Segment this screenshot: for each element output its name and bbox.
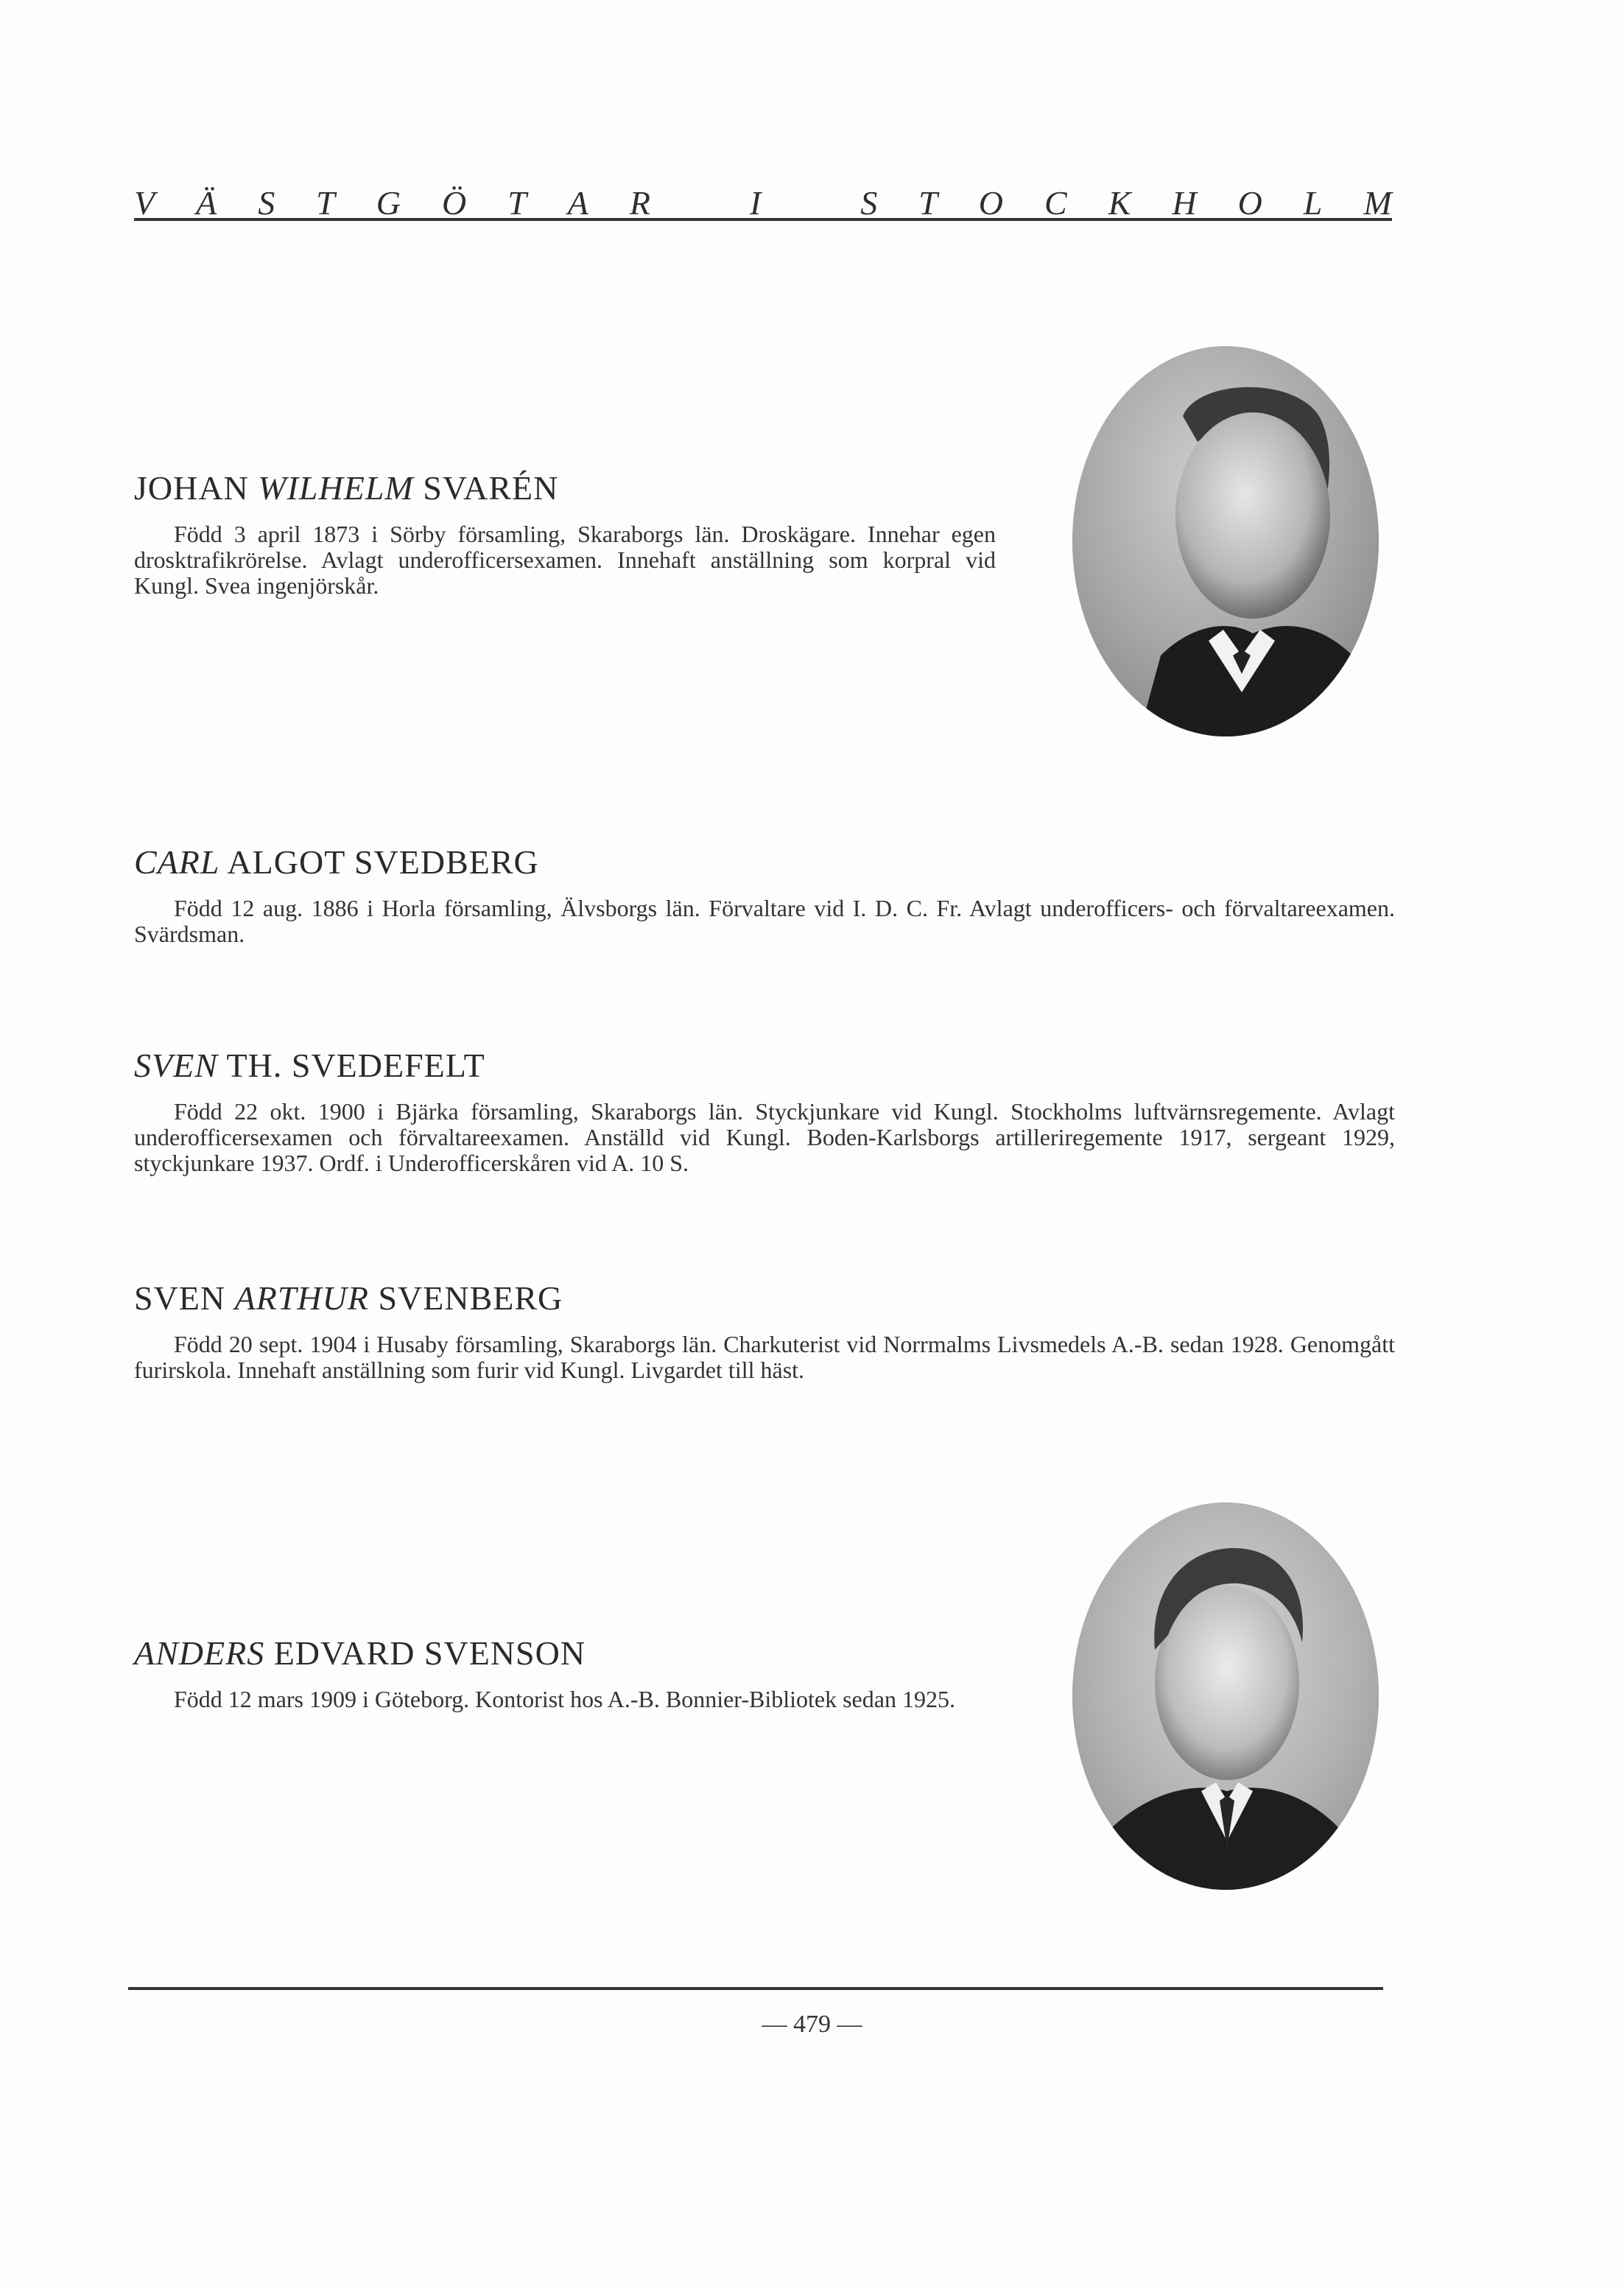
running-head-letter: V <box>134 184 155 222</box>
running-head-letter: H <box>1172 184 1197 222</box>
biography-entry <box>134 1049 1395 1176</box>
page-number: — 479 — <box>762 2011 862 2038</box>
portrait-photo <box>1072 1502 1379 1890</box>
entry-name: ANDERS EDVARD SVENSON <box>134 1634 586 1672</box>
biography-entry <box>134 471 996 599</box>
running-head-letter: T <box>316 184 335 222</box>
entry-name: JOHAN WILHELM SVARÉN <box>134 469 559 507</box>
entry-bio: Född 12 aug. 1886 i Horla församling, Älvsborgs län. Förvaltare vid I. D. C. Fr. Avlagt underofficers- och förvaltareexamen. Svärdsman. <box>134 895 1395 947</box>
running-head-letter: S <box>258 184 275 222</box>
entry-bio: Född 22 okt. 1900 i Bjärka församling, Skaraborgs län. Styckjunkare vid Kungl. Stockholms luftvärnsregemente. Avlagt underofficersexamen och förvaltareexamen. Anställd vid Kungl. Boden-Karlsborgs artilleriregemente 1917, sergeant 1929, styckjunkare 1937. Ordf. i Underofficerskåren vid A. 10 S. <box>134 1098 1395 1176</box>
running-head-letter: S <box>860 184 878 222</box>
running-head-letter: R <box>629 184 650 222</box>
running-head-gap <box>692 183 709 222</box>
running-head-letter: G <box>376 184 401 222</box>
running-head-letter: Ä <box>196 184 217 222</box>
biography-entry <box>134 845 1395 947</box>
footer-rule <box>128 1987 1383 1990</box>
entry-bio: Född 12 mars 1909 i Göteborg. Kontorist hos A.-B. Bonnier-Bibliotek sedan 1925. <box>174 1686 955 1712</box>
running-head-letter: A <box>567 184 588 222</box>
entry-bio: Född 3 april 1873 i Sörby församling, Skaraborgs län. Droskägare. Innehar egen drosktrafikrörelse. Avlagt underofficersexamen. Innehaft anställning som korpral vid Kungl. Svea ingenjörskår. <box>134 521 996 599</box>
biography-entry <box>134 1636 996 1712</box>
entry-name: SVEN ARTHUR SVENBERG <box>134 1279 563 1317</box>
running-head-letter: I <box>749 184 762 222</box>
entry-name: SVEN TH. SVEDEFELT <box>134 1047 485 1084</box>
entry-bio: Född 20 sept. 1904 i Husaby församling, Skaraborgs län. Charkuterist vid Norrmalms Livsmedels A.-B. sedan 1928. Genomgått furirskola. Innehaft anställning som furir vid Kungl. Livgardet till häst. <box>134 1331 1395 1383</box>
biography-entry <box>134 1281 1395 1383</box>
running-head-letter: O <box>978 184 1004 222</box>
entry-name: CARL ALGOT SVEDBERG <box>134 843 539 881</box>
running-head-letter: L <box>1303 184 1323 222</box>
running-head <box>134 164 1392 222</box>
running-head-letter: M <box>1363 184 1392 222</box>
header-rule <box>134 218 1392 221</box>
running-head-letter: T <box>918 184 938 222</box>
running-head-letter: C <box>1044 184 1067 222</box>
running-head-letter: O <box>1237 184 1262 222</box>
running-head-letter: K <box>1108 184 1131 222</box>
running-head-gap <box>802 183 819 222</box>
running-head-letter: T <box>507 184 527 222</box>
running-head-letter: Ö <box>441 184 467 222</box>
portrait-photo <box>1072 346 1379 736</box>
